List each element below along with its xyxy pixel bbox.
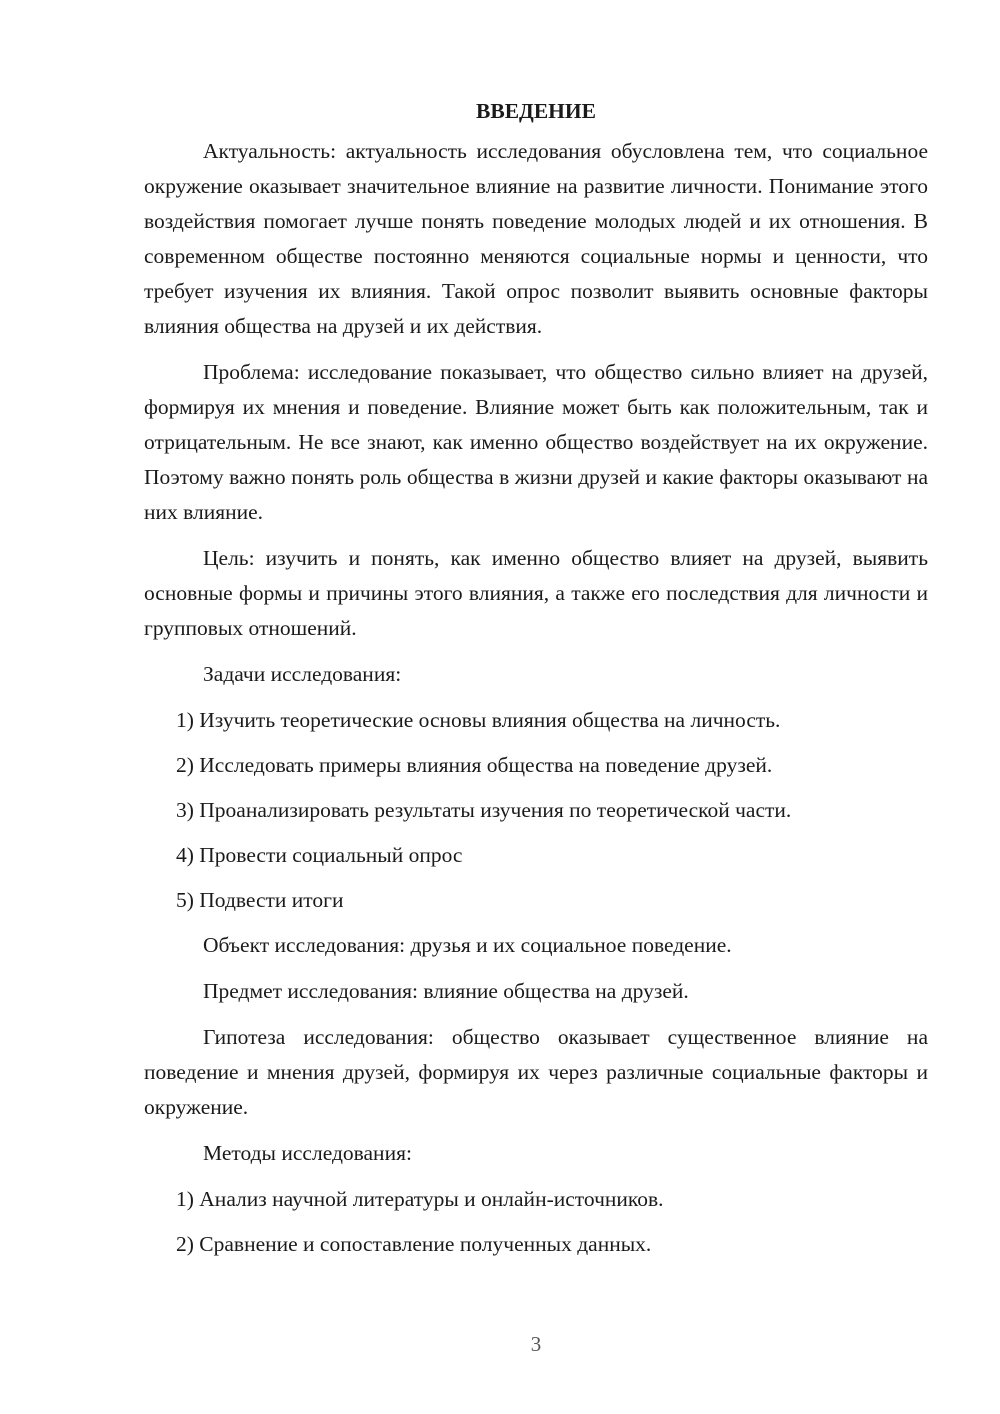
list-item-task-3: 3) Проанализировать результаты изучения по теоретической части. <box>176 798 792 822</box>
list-item-task-2: 2) Исследовать примеры влияния общества на поведение друзей. <box>176 753 773 777</box>
subject-line: Предмет исследования: влияние общества на друзей. <box>203 979 689 1003</box>
methods-label: Методы исследования: <box>203 1141 412 1165</box>
page-content <box>144 96 928 1272</box>
list-item-method-1: 1) Анализ научной литературы и онлайн-источников. <box>176 1187 664 1211</box>
goal-paragraph: Цель: изучить и понять, как именно общество влияет на друзей, выявить основные формы и причины этого влияния, а также его последствия для личности и групповых отношений. <box>144 546 928 640</box>
list-item-task-4: 4) Провести социальный опрос <box>176 843 463 867</box>
problem-paragraph: Проблема: исследование показывает, что общество сильно влияет на друзей, формируя их мнения и поведение. Влияние может быть как положительным, так и отрицательным. Не все знают, как именно общество воздействует на их окружение. Поэтому важно понять роль общества в жизни друзей и какие факторы оказывают на них влияние. <box>144 360 928 524</box>
list-item-method-2: 2) Сравнение и сопоставление полученных данных. <box>176 1232 652 1256</box>
hypothesis-paragraph: Гипотеза исследования: общество оказывает существенное влияние на поведение и мнения друзей, формируя их через различные социальные факторы и окружение. <box>144 1025 928 1119</box>
object-line: Объект исследования: друзья и их социальное поведение. <box>203 933 732 957</box>
relevance-paragraph: Актуальность: актуальность исследования обусловлена тем, что социальное окружение оказывает значительное влияние на развитие личности. Понимание этого воздействия помогает лучше понять поведение молодых людей и их отношения. В современном обществе постоянно меняются социальные нормы и ценности, что требует изучения их влияния. Такой опрос позволит выявить основные факторы влияния общества на друзей и их действия. <box>144 139 928 338</box>
list-item-task-1: 1) Изучить теоретические основы влияния общества на личность. <box>176 708 781 732</box>
page-title: ВВЕДЕНИЕ <box>476 99 596 123</box>
list-item-task-5: 5) Подвести итоги <box>176 888 344 912</box>
tasks-label: Задачи исследования: <box>203 662 402 686</box>
page-number: 3 <box>530 1332 542 1356</box>
